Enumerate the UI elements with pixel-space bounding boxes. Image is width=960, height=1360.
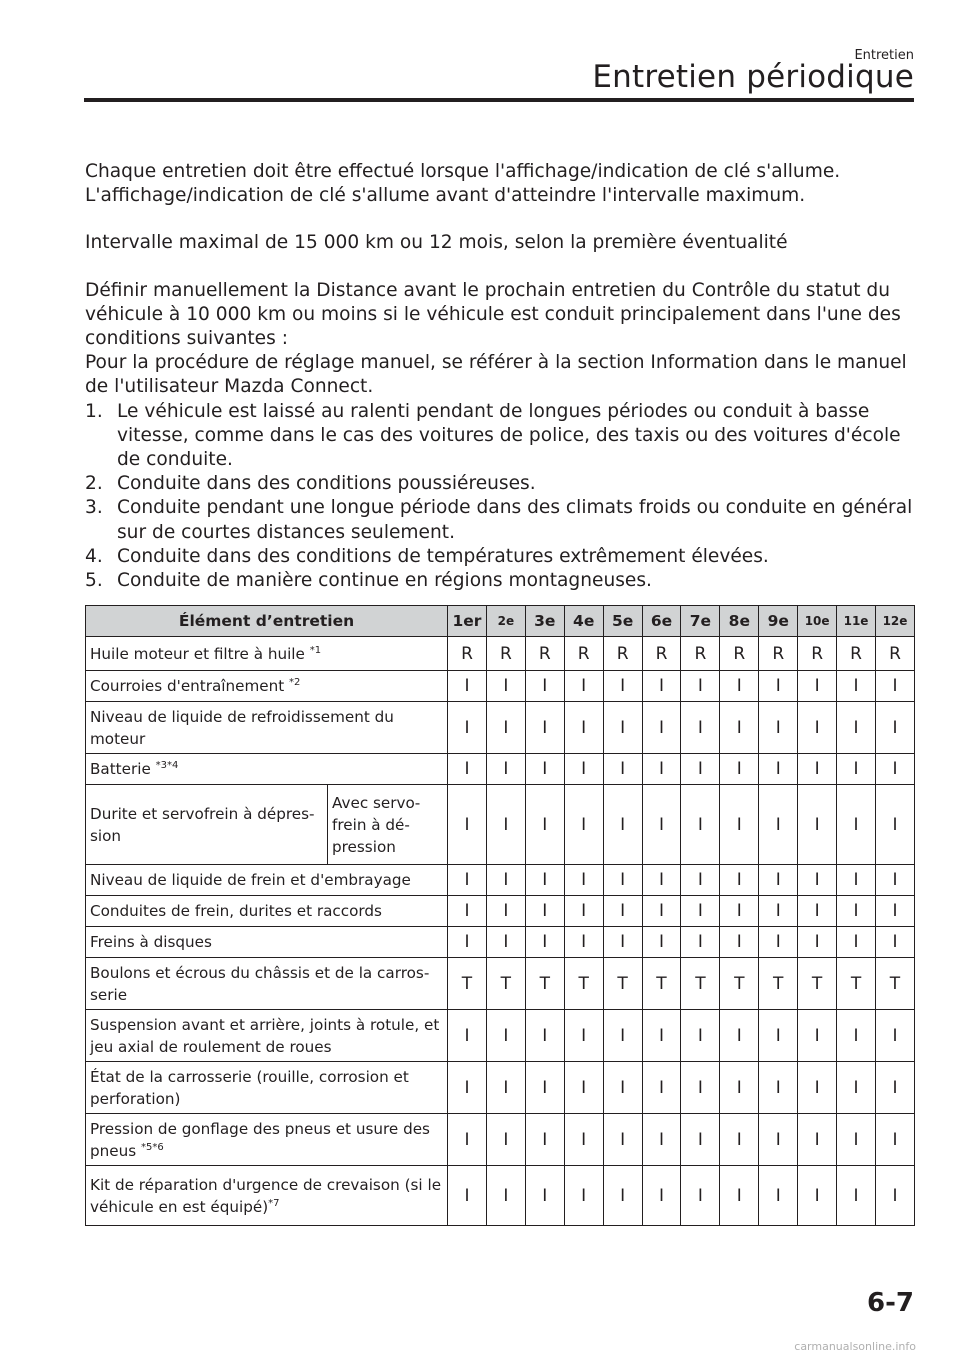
interval-value: I [525, 785, 564, 865]
table-row [86, 896, 915, 927]
interval-value: I [759, 896, 798, 927]
interval-value: I [720, 1062, 759, 1114]
interval-value: I [681, 1166, 720, 1226]
interval-value: I [564, 702, 603, 754]
interval-value: I [837, 702, 876, 754]
interval-value: I [564, 785, 603, 865]
interval-value: I [564, 671, 603, 702]
interval-header: 2e [486, 606, 525, 637]
interval-value: I [564, 1166, 603, 1226]
condition-item: 5. Conduite de manière continue en régions montagneuses. [85, 570, 652, 592]
interval-value: T [837, 958, 876, 1010]
interval-value: I [798, 702, 837, 754]
interval-value: I [525, 865, 564, 896]
interval-value: I [720, 1114, 759, 1166]
interval-value: I [681, 896, 720, 927]
interval-value: I [642, 671, 681, 702]
interval-value: I [759, 865, 798, 896]
interval-value: T [798, 958, 837, 1010]
table-row [86, 671, 915, 702]
interval-value: I [759, 1062, 798, 1114]
interval-value: I [837, 1114, 876, 1166]
interval-value: I [448, 1114, 487, 1166]
interval-value: I [486, 1062, 525, 1114]
manual-setting-text: Définir manuellement la Distance avant le prochain entretien du Contrôle du statut du véhicule à 10 000 km ou moins si le véhicule est conduit principalement dans l'une des conditions suivantes : [85, 279, 901, 350]
footnote-ref: *7 [268, 1197, 280, 1209]
interval-value: R [564, 637, 603, 671]
interval-value: I [486, 865, 525, 896]
interval-value: I [837, 1062, 876, 1114]
maintenance-item [86, 927, 448, 958]
interval-value: I [681, 702, 720, 754]
interval-value: R [759, 637, 798, 671]
maintenance-item-label: Durite et servofrein à dépression [90, 804, 315, 845]
interval-value: I [486, 1010, 525, 1062]
interval-value: R [642, 637, 681, 671]
interval-value: I [759, 1114, 798, 1166]
maintenance-item [86, 671, 448, 702]
interval-value: I [525, 754, 564, 785]
interval-value: T [720, 958, 759, 1010]
interval-header: 6e [642, 606, 681, 637]
interval-value: I [642, 1062, 681, 1114]
interval-value: I [486, 1166, 525, 1226]
table-row [86, 865, 915, 896]
interval-value: I [720, 1166, 759, 1226]
interval-value: I [798, 754, 837, 785]
interval-value: I [642, 865, 681, 896]
interval-value: I [642, 1166, 681, 1226]
interval-value: I [486, 927, 525, 958]
interval-value: I [681, 1010, 720, 1062]
interval-value: I [448, 865, 487, 896]
intro-line-2: L'affichage/indication de clé s'allume avant d'atteindre l'intervalle maximum. [85, 185, 806, 207]
interval-value: I [603, 1062, 642, 1114]
maintenance-item [86, 1114, 448, 1166]
table-row [86, 1114, 915, 1166]
interval-value: I [448, 754, 487, 785]
interval-value: I [681, 785, 720, 865]
interval-value: I [525, 1114, 564, 1166]
maintenance-item-label: Freins à disques [90, 933, 212, 951]
interval-value: I [759, 702, 798, 754]
interval-value: I [681, 927, 720, 958]
table-row [86, 1166, 915, 1226]
interval-value: I [875, 896, 914, 927]
interval-value: I [875, 865, 914, 896]
interval-header: 10e [798, 606, 837, 637]
interval-value: I [720, 865, 759, 896]
table-row [86, 1062, 915, 1114]
interval-value: I [642, 927, 681, 958]
interval-value: R [603, 637, 642, 671]
interval-value: I [837, 754, 876, 785]
maintenance-item-condition: Avec servofrein à dépression [328, 785, 448, 865]
maintenance-item-label: Pression de gonflage des pneus et usure des pneus [90, 1119, 430, 1160]
page-number: 6-7 [867, 1288, 914, 1318]
interval-value: I [875, 702, 914, 754]
interval-value: I [486, 896, 525, 927]
interval-value: I [837, 896, 876, 927]
intro-text [85, 160, 915, 593]
maintenance-item-label: Conduites de frein, durites et raccords [90, 902, 382, 920]
maintenance-item-label: Kit de réparation d'urgence de crevaison (si le véhicule en est équipé) [90, 1175, 442, 1216]
interval-value: I [875, 1062, 914, 1114]
interval-value: I [486, 671, 525, 702]
interval-value: I [681, 865, 720, 896]
interval-value: I [603, 865, 642, 896]
interval-value: I [875, 671, 914, 702]
interval-header: 1er [448, 606, 487, 637]
interval-value: I [448, 1062, 487, 1114]
interval-value: T [875, 958, 914, 1010]
table-row [86, 1010, 915, 1062]
interval-value: I [486, 702, 525, 754]
interval-value: I [564, 865, 603, 896]
maintenance-item-label: Niveau de liquide de frein et d'embrayage [90, 871, 411, 889]
interval-value: R [720, 637, 759, 671]
watermark: carmanualsonline.info [794, 1340, 916, 1353]
interval-header: 12e [875, 606, 914, 637]
interval-value: T [486, 958, 525, 1010]
interval-value: I [720, 754, 759, 785]
interval-value: I [720, 896, 759, 927]
interval-value: I [564, 754, 603, 785]
interval-value: I [603, 1010, 642, 1062]
interval-value: T [759, 958, 798, 1010]
interval-value: I [486, 785, 525, 865]
interval-value: I [837, 1010, 876, 1062]
maintenance-item [86, 896, 448, 927]
interval-value: I [798, 671, 837, 702]
footnote-ref: *3*4 [155, 759, 179, 771]
footnote-ref: *5*6 [140, 1141, 164, 1153]
interval-value: I [448, 896, 487, 927]
interval-value: R [486, 637, 525, 671]
maintenance-item-label: Courroies d'entraînement [90, 677, 290, 695]
interval-value: I [642, 785, 681, 865]
interval-value: I [642, 1010, 681, 1062]
interval-value: I [603, 1114, 642, 1166]
interval-value: I [525, 702, 564, 754]
interval-value: I [564, 927, 603, 958]
interval-value: I [448, 702, 487, 754]
interval-value: I [875, 927, 914, 958]
interval-value: I [564, 1062, 603, 1114]
interval-value: I [875, 1166, 914, 1226]
interval-header: 11e [837, 606, 876, 637]
conditions-list [85, 400, 915, 594]
table-row [86, 785, 915, 865]
interval-value: I [603, 754, 642, 785]
interval-value: I [564, 1010, 603, 1062]
interval-value: I [837, 1166, 876, 1226]
interval-value: I [798, 1010, 837, 1062]
maintenance-item-label: Batterie [90, 760, 156, 778]
table-row [86, 754, 915, 785]
interval-value: I [681, 671, 720, 702]
interval-value: I [642, 754, 681, 785]
interval-value: I [759, 1010, 798, 1062]
maintenance-item [86, 865, 448, 896]
interval-value: I [798, 1062, 837, 1114]
interval-value: I [642, 702, 681, 754]
maintenance-item [86, 754, 448, 785]
interval-value: I [603, 896, 642, 927]
interval-value: I [875, 1010, 914, 1062]
interval-value: T [642, 958, 681, 1010]
table-row [86, 702, 915, 754]
maintenance-item [86, 1166, 448, 1226]
max-interval-text: Intervalle maximal de 15 000 km ou 12 mois, selon la première éventualité [85, 232, 788, 254]
procedure-reference-text: Pour la procédure de réglage manuel, se référer à la section Information dans le manuel de l'utilisateur Mazda Connect. [85, 352, 907, 398]
interval-value: I [798, 896, 837, 927]
interval-value: I [564, 1114, 603, 1166]
interval-value: I [759, 927, 798, 958]
interval-value: I [875, 754, 914, 785]
condition-item: 1. Le véhicule est laissé au ralenti pendant de longues périodes ou conduit à basse vitesse, comme dans le cas des voitures de police, des taxis ou des voitures d'école de conduite. [85, 400, 901, 471]
interval-header: 5e [603, 606, 642, 637]
interval-value: I [720, 671, 759, 702]
interval-value: I [720, 702, 759, 754]
maintenance-item [86, 958, 448, 1010]
interval-value: R [837, 637, 876, 671]
interval-value: T [681, 958, 720, 1010]
maintenance-item [86, 785, 328, 865]
interval-value: I [837, 785, 876, 865]
page-title: Entretien périodique [592, 59, 914, 95]
condition-item: 2. Conduite dans des conditions poussiéreuses. [85, 473, 536, 495]
interval-value: I [798, 1114, 837, 1166]
footnote-ref: *1 [309, 644, 322, 656]
section-label: Entretien [854, 48, 914, 63]
intro-line-1: Chaque entretien doit être effectué lorsque l'affichage/indication de clé s'allume. [85, 161, 841, 182]
interval-value: I [759, 754, 798, 785]
footnote-ref: *2 [289, 676, 301, 688]
interval-value: I [486, 1114, 525, 1166]
interval-header: 9e [759, 606, 798, 637]
interval-value: I [603, 927, 642, 958]
interval-header: 7e [681, 606, 720, 637]
interval-header: 8e [720, 606, 759, 637]
maintenance-item [86, 1010, 448, 1062]
interval-value: I [837, 671, 876, 702]
maintenance-item-label: Niveau de liquide de refroidissement du moteur [90, 707, 394, 748]
interval-header: 3e [525, 606, 564, 637]
maintenance-item [86, 702, 448, 754]
interval-value: I [603, 702, 642, 754]
interval-value: I [603, 1166, 642, 1226]
maintenance-item-header: Élément d’entretien [86, 606, 448, 637]
condition-item: 4. Conduite dans des conditions de températures extrêmement élevées. [85, 545, 769, 567]
interval-value: R [525, 637, 564, 671]
interval-value: I [564, 896, 603, 927]
interval-value: I [525, 1166, 564, 1226]
interval-value: I [603, 785, 642, 865]
interval-value: I [759, 671, 798, 702]
maintenance-item-label: Huile moteur et filtre à huile [90, 644, 310, 663]
interval-value: T [564, 958, 603, 1010]
maintenance-item [86, 1062, 448, 1114]
interval-value: I [875, 1114, 914, 1166]
interval-value: I [837, 865, 876, 896]
interval-value: R [875, 637, 914, 671]
interval-value: I [525, 1062, 564, 1114]
interval-value: I [837, 927, 876, 958]
interval-value: T [448, 958, 487, 1010]
interval-value: I [525, 671, 564, 702]
interval-value: I [759, 1166, 798, 1226]
interval-value: I [448, 785, 487, 865]
maintenance-item [86, 637, 448, 671]
maintenance-item-label: Boulons et écrous du châssis et de la carrosserie [90, 963, 430, 1004]
interval-value: R [798, 637, 837, 671]
interval-header: 4e [564, 606, 603, 637]
table-header-row [86, 606, 915, 637]
interval-value: T [603, 958, 642, 1010]
interval-value: R [448, 637, 487, 671]
maintenance-item-label: Suspension avant et arrière, joints à rotule, et jeu axial de roulement de roues [90, 1015, 440, 1056]
maintenance-schedule-table [85, 605, 915, 1226]
table-row [86, 927, 915, 958]
interval-value: I [448, 927, 487, 958]
interval-value: I [681, 754, 720, 785]
table-row [86, 958, 915, 1010]
interval-value: I [681, 1114, 720, 1166]
interval-value: I [525, 927, 564, 958]
interval-value: I [448, 1010, 487, 1062]
interval-value: I [642, 896, 681, 927]
interval-value: I [681, 1062, 720, 1114]
interval-value: I [448, 1166, 487, 1226]
interval-value: I [798, 865, 837, 896]
interval-value: I [720, 1010, 759, 1062]
interval-value: I [798, 785, 837, 865]
interval-value: I [875, 785, 914, 865]
interval-value: T [525, 958, 564, 1010]
interval-value: R [681, 637, 720, 671]
interval-value: I [720, 927, 759, 958]
interval-value: I [525, 1010, 564, 1062]
header-rule [84, 98, 914, 102]
interval-value: I [603, 671, 642, 702]
interval-value: I [525, 896, 564, 927]
interval-value: I [798, 1166, 837, 1226]
interval-value: I [720, 785, 759, 865]
condition-item: 3. Conduite pendant une longue période dans des climats froids ou conduite en général sur de courtes distances seulement. [85, 497, 913, 543]
maintenance-item-label: État de la carrosserie (rouille, corrosion et perforation) [90, 1067, 409, 1108]
interval-value: I [642, 1114, 681, 1166]
table-row [86, 637, 915, 671]
interval-value: I [486, 754, 525, 785]
interval-value: I [798, 927, 837, 958]
interval-value: I [759, 785, 798, 865]
interval-value: I [448, 671, 487, 702]
